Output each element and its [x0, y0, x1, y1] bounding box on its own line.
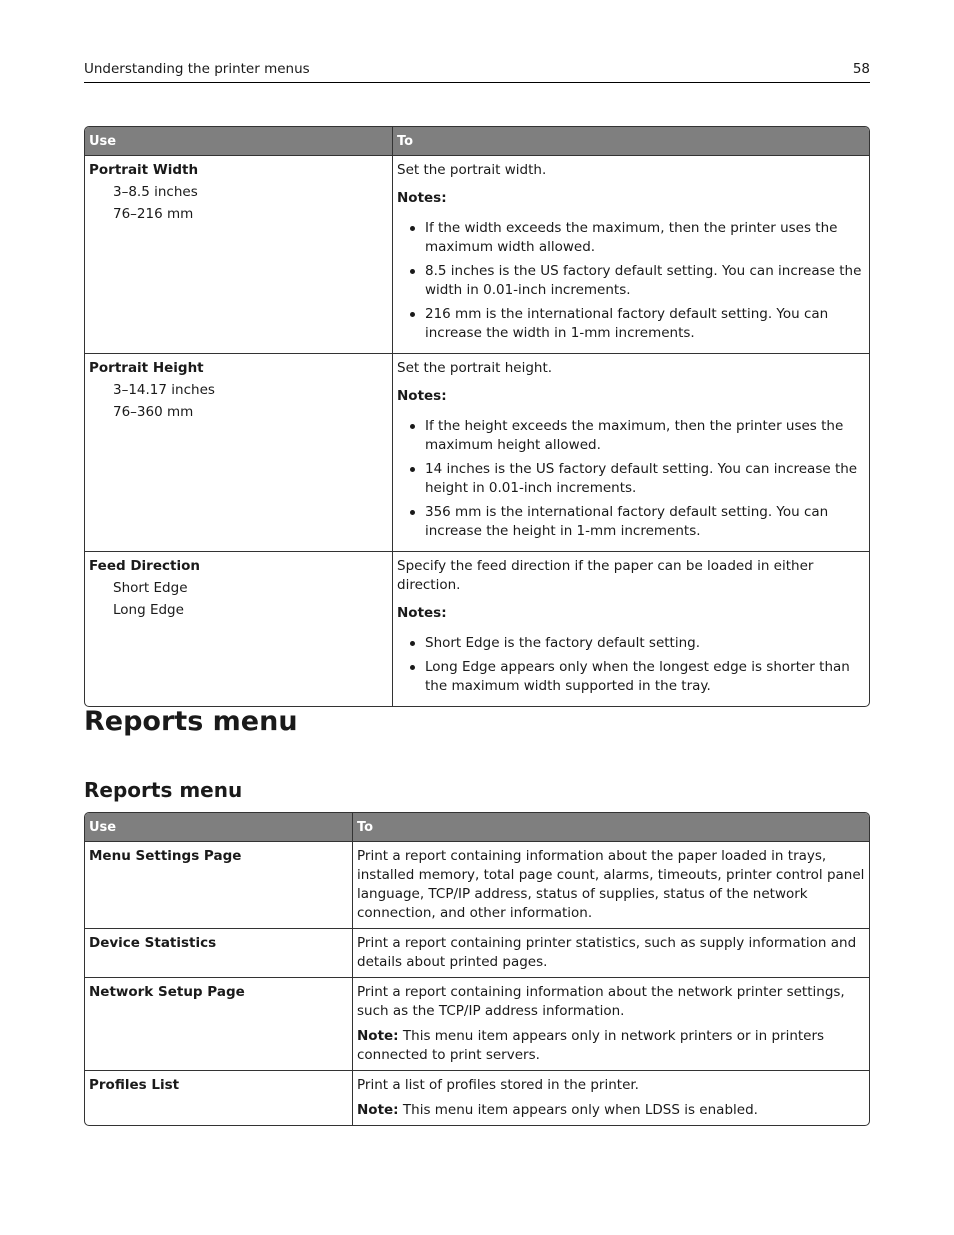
- table-header-row: [85, 127, 869, 155]
- description: Set the portrait height.: [397, 360, 553, 376]
- notes-list: [397, 219, 865, 343]
- note-item: 216 mm is the international factory default setting. You can increase the width in 1-mm increments.: [425, 305, 865, 343]
- description-cell: [352, 841, 869, 928]
- header-title: Understanding the printer menus: [84, 61, 310, 77]
- note-label: Note:: [357, 1028, 399, 1044]
- table-row: [85, 551, 869, 706]
- menu-item-name: Profiles List: [89, 1077, 180, 1093]
- table-row: [85, 1070, 869, 1125]
- description: Set the portrait width.: [397, 162, 547, 178]
- note-item: 14 inches is the US factory default setting. You can increase the height in 0.01-inch increments.: [425, 460, 865, 498]
- option-value: Long Edge: [113, 602, 184, 618]
- note-line: [357, 1027, 865, 1065]
- use-cell: [85, 551, 392, 706]
- use-cell: [85, 155, 392, 353]
- table-row: [85, 353, 869, 551]
- paper-size-table: [84, 126, 870, 707]
- description-cell: [392, 155, 869, 353]
- description: Print a report containing printer statistics, such as supply information and details about printed pages.: [357, 935, 857, 970]
- description: Print a list of profiles stored in the printer.: [357, 1077, 639, 1093]
- description: Print a report containing information about the paper loaded in trays, installed memory, total page count, alarms, timeouts, printer control panel language, TCP/IP address, status of supplies, status of the network connection, and other information.: [357, 848, 865, 921]
- section-title: Reports menu: [84, 706, 298, 737]
- notes-list: [397, 634, 865, 696]
- menu-item-name: Menu Settings Page: [89, 848, 242, 864]
- notes-list: [397, 417, 865, 541]
- note-label: Note:: [357, 1102, 399, 1118]
- menu-item-name: Portrait Height: [89, 360, 204, 376]
- use-cell: [85, 1070, 352, 1125]
- page-header: [84, 60, 870, 83]
- note-item: If the width exceeds the maximum, then the printer uses the maximum width allowed.: [425, 219, 865, 257]
- use-cell: [85, 841, 352, 928]
- table-row: [85, 155, 869, 353]
- option-value: 3–14.17 inches: [113, 382, 215, 398]
- use-cell: [85, 928, 352, 977]
- description-cell: [392, 353, 869, 551]
- table-row: [85, 928, 869, 977]
- reports-menu-table: [84, 812, 870, 1126]
- note-item: 356 mm is the international factory default setting. You can increase the height in 1-mm increments.: [425, 503, 865, 541]
- note-item: If the height exceeds the maximum, then the printer uses the maximum height allowed.: [425, 417, 865, 455]
- column-header-use: Use: [85, 127, 392, 155]
- option-value: 3–8.5 inches: [113, 184, 198, 200]
- note-item: Long Edge appears only when the longest edge is shorter than the maximum width supported in the tray.: [425, 658, 865, 696]
- column-header-to: To: [352, 813, 869, 841]
- note-item: 8.5 inches is the US factory default setting. You can increase the width in 0.01-inch increments.: [425, 262, 865, 300]
- notes-label: Notes:: [397, 190, 447, 206]
- menu-item-name: Portrait Width: [89, 162, 199, 178]
- description: Specify the feed direction if the paper can be loaded in either direction.: [397, 558, 814, 593]
- description-cell: [392, 551, 869, 706]
- table-header-row: [85, 813, 869, 841]
- menu-item-name: Device Statistics: [89, 935, 217, 951]
- description: Print a report containing information about the network printer settings, such as the TCP/IP address information.: [357, 984, 845, 1019]
- option-value: Short Edge: [113, 580, 188, 596]
- table-row: [85, 977, 869, 1070]
- column-header-use: Use: [85, 813, 352, 841]
- note-text: This menu item appears only in network printers or in printers connected to print servers.: [357, 1028, 825, 1063]
- use-cell: [85, 353, 392, 551]
- note-item: Short Edge is the factory default setting.: [425, 634, 865, 653]
- table-row: [85, 841, 869, 928]
- notes-label: Notes:: [397, 388, 447, 404]
- description-cell: [352, 977, 869, 1070]
- description-cell: [352, 928, 869, 977]
- description-cell: [352, 1070, 869, 1125]
- notes-label: Notes:: [397, 605, 447, 621]
- note-line: [357, 1101, 865, 1120]
- subsection-title: Reports menu: [84, 778, 243, 802]
- menu-item-name: Network Setup Page: [89, 984, 245, 1000]
- option-value: 76–216 mm: [113, 206, 194, 222]
- page-number: 58: [852, 61, 870, 77]
- option-value: 76–360 mm: [113, 404, 194, 420]
- note-text: This menu item appears only when LDSS is enabled.: [402, 1102, 758, 1118]
- menu-item-name: Feed Direction: [89, 558, 200, 574]
- column-header-to: To: [392, 127, 869, 155]
- use-cell: [85, 977, 352, 1070]
